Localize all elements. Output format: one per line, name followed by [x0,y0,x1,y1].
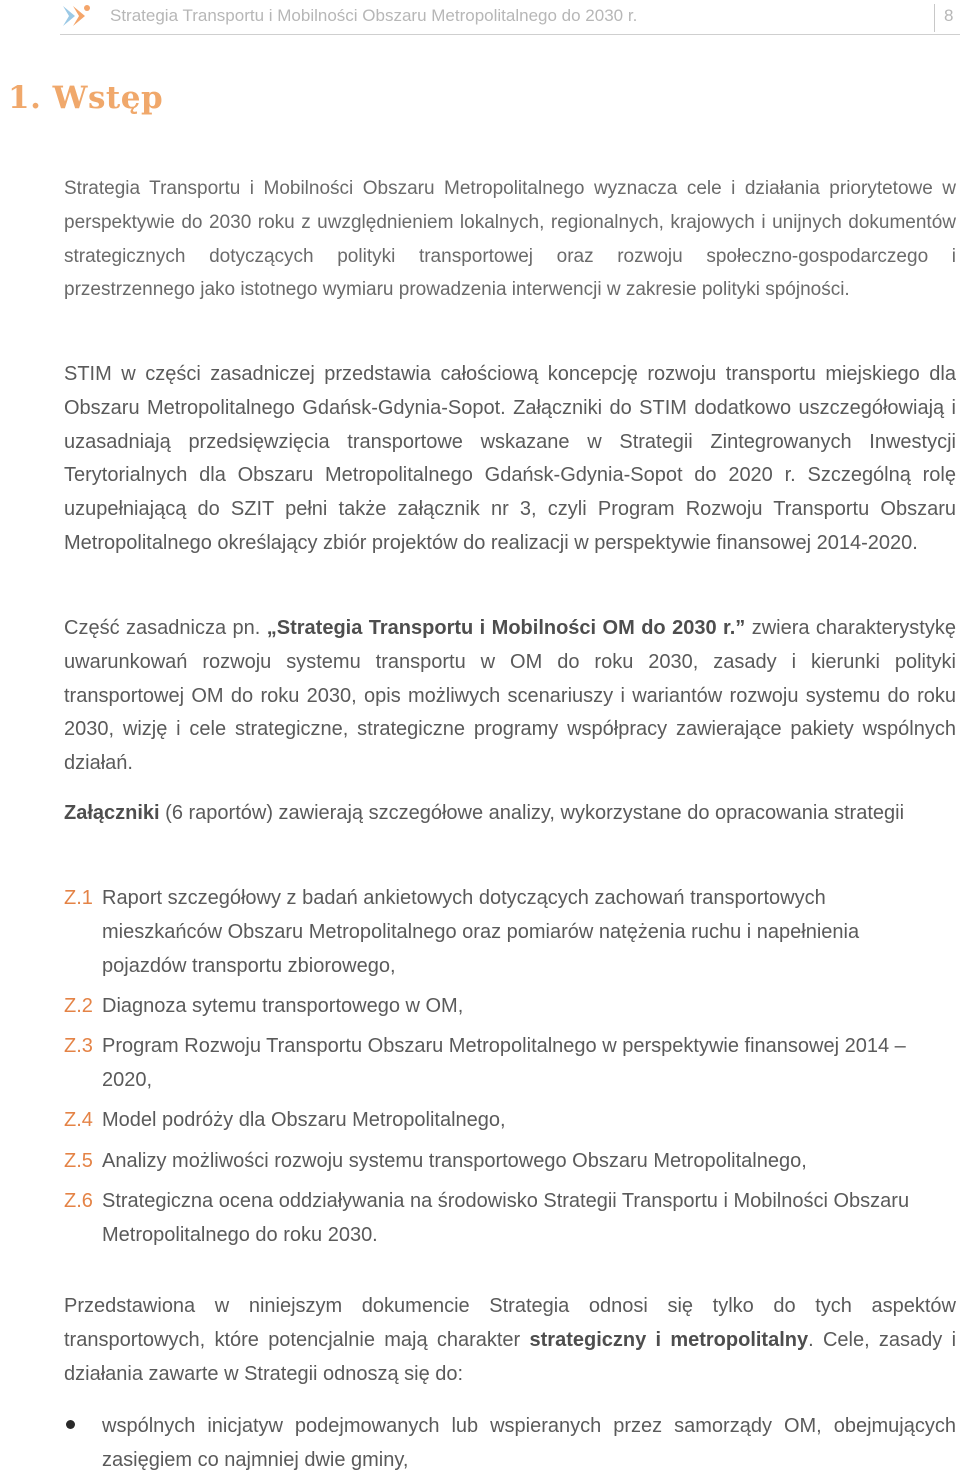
attachment-item [64,1185,944,1253]
attachment-text: Program Rozwoju Transportu Obszaru Metropolitalnego w perspektywie finansowej 2014 – 2020, [102,1035,906,1091]
main-part-paragraph [64,612,956,781]
attachment-text: Raport szczegółowy z badań ankietowych dotyczących zachowań transportowych mieszkańców Obszaru Metropolitalnego oraz pomiarów natężenia ruchu i napełnienia pojazdów transportu zbiorowego, [102,887,860,977]
attachment-code: Z.4 [64,1109,93,1131]
stim-paragraph-block [64,358,956,561]
scope-paragraph [64,1290,956,1391]
attachment-item [64,1030,944,1098]
running-header [60,0,960,35]
bullet-text: wspólnych inicjatyw podejmowanych lub wspieranych przez samorządy OM, obejmujących zasięgiem co najmniej dwie gminy, [102,1415,956,1471]
attachments-paragraph-block [64,797,956,831]
scope-after: . Cele, zasady i działania zawarte w Strategii odnoszą się do: [64,1328,957,1385]
header-title: Strategia Transportu i Mobilności Obszaru Metropolitalnego do 2030 r. [110,6,638,25]
main-part-before: Część zasadnicza pn. [64,617,267,639]
attachment-code: Z.5 [64,1150,93,1172]
attachment-item [64,990,944,1024]
attachments-text: (6 raportów) zawierają szczegółowe analizy, wykorzystane do opracowania strategii [159,802,905,824]
logo-icon [60,2,94,30]
attachment-code: Z.1 [64,887,93,909]
bullet-item [102,1410,956,1478]
attachment-text: Model podróży dla Obszaru Metropolitalnego, [102,1109,506,1131]
attachment-text: Strategiczna ocena oddziaływania na środowisko Strategii Transportu i Mobilności Obszaru Metropolitalnego do roku 2030. [102,1190,910,1246]
attachment-item [64,1104,944,1138]
main-part-title: „Strategia Transportu i Mobilności OM do 2030 r.” [266,617,746,639]
bullet-icon [66,1420,75,1429]
attachment-text: Diagnoza sytemu transportowego w OM, [102,995,464,1017]
header-separator [934,4,935,32]
main-part-paragraph-block [64,612,956,781]
scope-before: Przedstawiona w niniejszym dokumencie Strategia odnosi się tylko do tych aspektów transportowych, które potencjalnie mają charakter [64,1295,956,1351]
scope-bold: strategiczny i metropolitalny [529,1328,809,1351]
attachment-code: Z.2 [64,995,93,1017]
scope-paragraph-block [64,1290,956,1391]
attachment-text: Analizy możliwości rozwoju systemu transportowego Obszaru Metropolitalnego, [102,1150,807,1172]
main-part-after: zwiera charakterystykę uwarunkowań rozwoju systemu transportu w OM do roku 2030, zasady i kierunki polityki transportowej OM do roku 2030, opis możliwych scenariuszy i wariantów rozwoju systemu do roku 2030, wizję i cele strategiczne, strategiczne programy współpracy zawierające pakiety wspólnych działań. [64,617,956,775]
attachments-paragraph [64,797,956,831]
attachment-code: Z.6 [64,1190,93,1212]
attachments-label: Załączniki [64,802,160,824]
intro-paragraph: Strategia Transportu i Mobilności Obszaru Metropolitalnego wyznacza cele i działania priorytetowe w perspektywie do 2030 roku z uwzględnieniem lokalnych, regionalnych, krajowych i unijnych dokumentów strategicznych dotyczących polityki transportowej oraz rozwoju społeczno-gospodarczego i przestrzennego jako istotnego wymiaru prowadzenia interwencji w zakresie polityki spójności. [64,178,956,301]
stim-paragraph: STIM w części zasadniczej przedstawia całościową koncepcję rozwoju transportu miejskiego dla Obszaru Metropolitalnego Gdańsk-Gdynia-Sopot. Załączniki do STIM dodatkowo uszczegółowiają i uzasadniają przedsięwzięcia transportowe wskazane w Strategii Zintegrowanych Inwestycji Terytorialnych dla Obszaru Metropolitalnego Gdańsk-Gdynia-Sopot do 2020 r. Szczególną rolę uzupełniającą do SZIT pełni także załącznik nr 3, czyli Program Rozwoju Transportu Obszaru Metropolitalnego określający zbiór projektów do realizacji w perspektywie finansowej 2014-2020. [64,363,956,554]
attachment-item [64,882,944,983]
intro-paragraph-block [64,172,956,307]
attachment-code: Z.3 [64,1035,93,1057]
section-title: 1. Wstęp [8,80,164,116]
page-number: 8 [944,6,954,25]
attachment-item [64,1145,944,1179]
